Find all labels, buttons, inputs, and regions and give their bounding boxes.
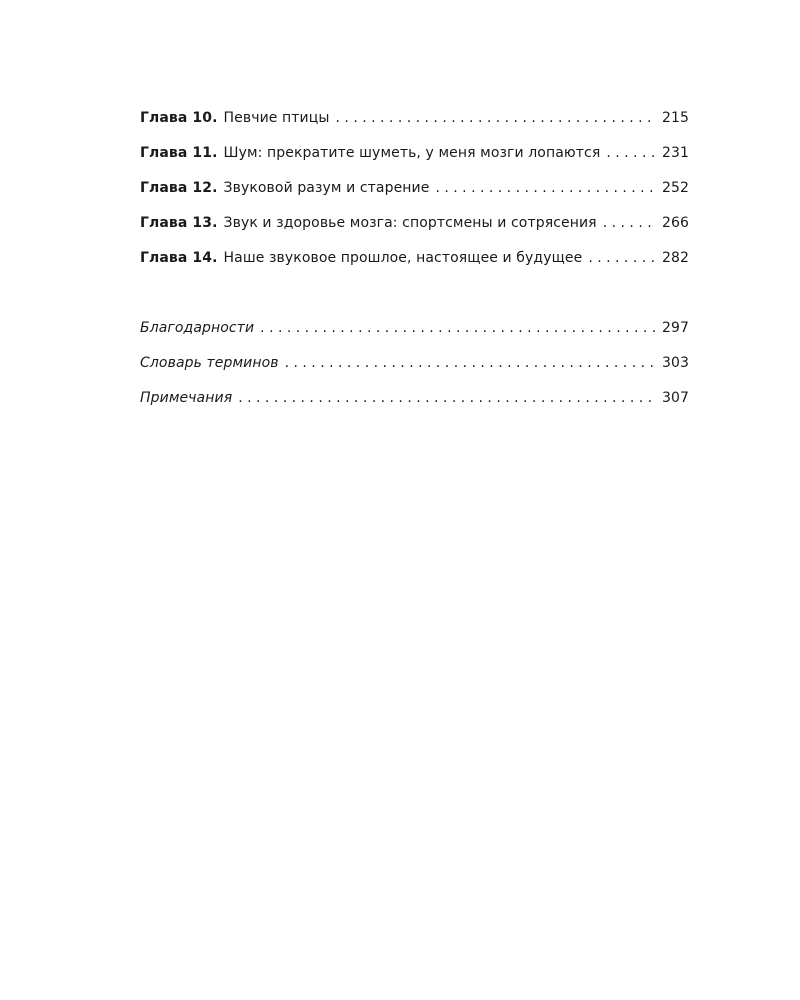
dot-leader xyxy=(606,143,656,163)
section-title: Благодарности xyxy=(140,320,255,336)
toc-entry-chapter-12[interactable] xyxy=(140,178,689,213)
table-of-contents xyxy=(140,108,689,408)
dot-leader xyxy=(260,318,656,338)
dot-leader xyxy=(336,108,656,128)
dot-leader xyxy=(238,388,656,408)
chapter-title: Звук и здоровье мозга: спортсмены и сотрясения xyxy=(223,215,597,231)
toc-entry-chapter-13[interactable] xyxy=(140,213,689,248)
page-number: 297 xyxy=(661,320,689,336)
toc-entry-chapter-10[interactable] xyxy=(140,108,689,143)
toc-entry-chapter-14[interactable] xyxy=(140,248,689,268)
toc-entry-acknowledgments[interactable] xyxy=(140,318,689,353)
back-matter-list xyxy=(140,318,689,408)
dot-leader xyxy=(435,178,656,198)
dot-leader xyxy=(588,248,656,268)
page-number: 252 xyxy=(661,180,689,196)
page-number: 266 xyxy=(661,215,689,231)
section-title: Примечания xyxy=(140,390,233,406)
chapter-list xyxy=(140,108,689,268)
toc-entry-chapter-11[interactable] xyxy=(140,143,689,178)
chapter-label: Глава 11. xyxy=(140,145,218,161)
chapter-title: Шум: прекратите шуметь, у меня мозги лопаются xyxy=(223,145,601,161)
section-title: Словарь терминов xyxy=(140,355,279,371)
dot-leader xyxy=(603,213,656,233)
page-number: 231 xyxy=(661,145,689,161)
page-number: 282 xyxy=(661,250,689,266)
chapter-label: Глава 13. xyxy=(140,215,218,231)
page-number: 303 xyxy=(661,355,689,371)
chapter-label: Глава 14. xyxy=(140,250,218,266)
chapter-label: Глава 10. xyxy=(140,110,218,126)
chapter-title: Певчие птицы xyxy=(223,110,330,126)
toc-entry-glossary[interactable] xyxy=(140,353,689,388)
chapter-title: Наше звуковое прошлое, настоящее и будущее xyxy=(223,250,583,266)
chapter-title: Звуковой разум и старение xyxy=(223,180,430,196)
page-number: 307 xyxy=(661,390,689,406)
page-number: 215 xyxy=(661,110,689,126)
dot-leader xyxy=(285,353,656,373)
toc-entry-notes[interactable] xyxy=(140,388,689,408)
chapter-label: Глава 12. xyxy=(140,180,218,196)
